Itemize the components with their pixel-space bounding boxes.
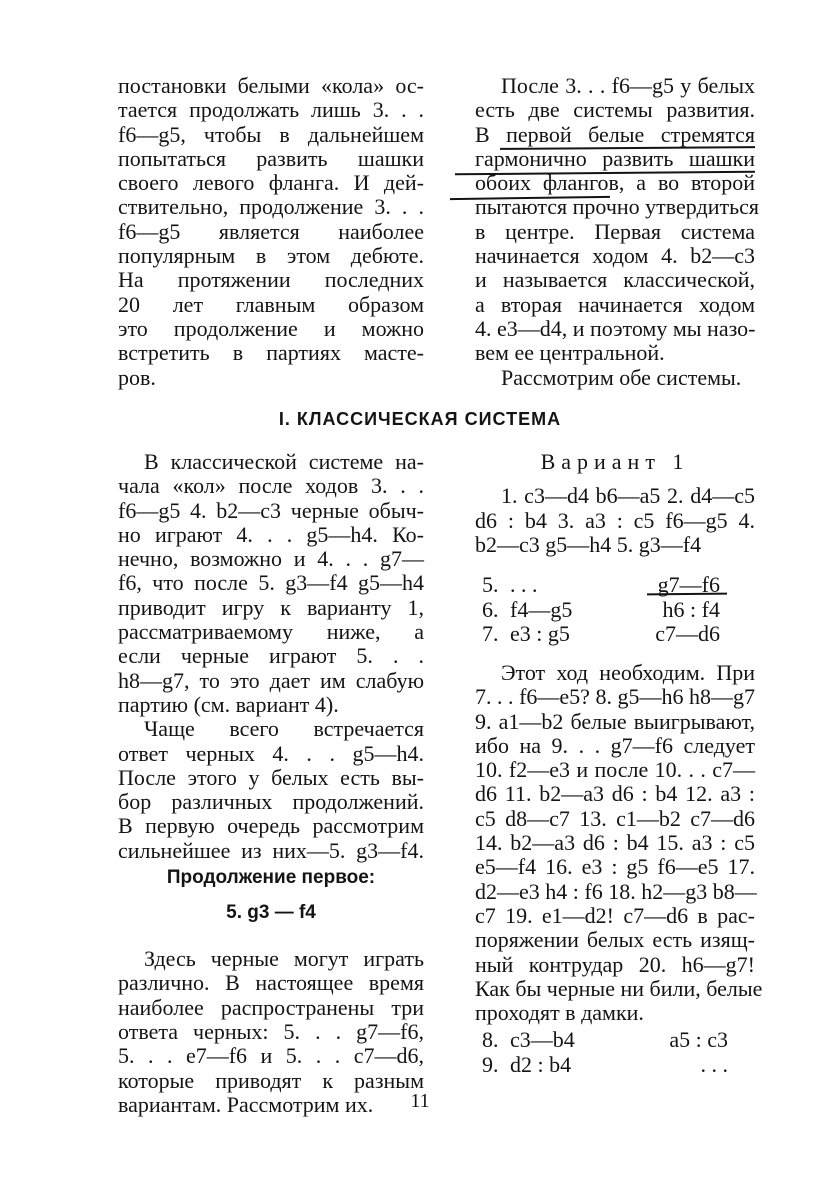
white-move: d2 : b4: [510, 1051, 572, 1077]
left-lower-column: [118, 450, 424, 1117]
left-top-paragraph: [118, 74, 424, 390]
variant-moves: [475, 484, 755, 557]
black-move: h6 : f4: [662, 596, 720, 622]
text-line: Этот ход необходим. При: [501, 660, 755, 685]
text-line: На протяжении последних: [118, 267, 424, 293]
text-line: ров.: [118, 364, 156, 390]
move-number: 6.: [482, 596, 499, 622]
text-line: f6—g5, чтобы в дальнейшем: [118, 121, 424, 147]
text-line: f6—g5 4. b2—c3 черные обыч-: [118, 497, 424, 523]
text-line: ибо на 9. . . g7—f6 следует: [475, 732, 755, 758]
text-line: В классической системе на-: [144, 449, 424, 474]
text-line: 5. . . e7—f6 и 5. . . c7—d6,: [118, 1043, 424, 1069]
text-line: нечно, возможно и 4. . . g7—: [118, 546, 424, 572]
text-line: в центре. Первая система: [475, 218, 755, 244]
text-line: После этого у белых есть вы-: [118, 764, 424, 790]
text-line: приводит игру к варианту 1,: [118, 594, 424, 620]
text-line: а вторая начинается ходом: [475, 291, 755, 317]
text-line: После 3. . . f6—g5 у белых: [501, 73, 755, 98]
text-line: встретить в партиях масте-: [118, 340, 424, 366]
text-line: 10. f2—e3 и после 10. . . c7—: [475, 757, 755, 783]
black-move: g7—f6: [657, 572, 720, 597]
text-line: f6—g5 является наиболее: [118, 218, 424, 244]
section-heading: I. КЛАССИЧЕСКАЯ СИСТЕМА: [278, 409, 562, 429]
text-line: популярным в этом дебюте.: [118, 243, 424, 269]
text-line: это продолжение и можно: [118, 315, 424, 341]
text-line: попытаться развить шашки: [118, 145, 424, 171]
spacer: [118, 933, 424, 947]
text-line: В первую очередь рассмотрим: [118, 813, 424, 839]
text-line: чала «кол» после ходов 3. . .: [118, 473, 424, 499]
text-line: ствительно, продолжение 3. . .: [118, 194, 424, 220]
text-line: есть две системы развития.: [475, 97, 755, 123]
move-row: [482, 598, 720, 623]
text-line: 7. . . f6—e5? 8. g5—h6 h8—g7: [475, 684, 755, 710]
text-line: проходят в дамки.: [475, 1000, 644, 1026]
text-line: f6, что после 5. g3—f4 g5—h4: [118, 570, 424, 596]
text-line: постановки белыми «кола» ос-: [118, 73, 424, 98]
text-line: вариантам. Рассмотрим их.: [118, 1091, 374, 1117]
text-line: наиболее распространены три: [118, 994, 424, 1020]
move-number: 9.: [482, 1051, 499, 1077]
right-paragraph-2: [475, 660, 763, 1026]
text-line: c5 d8—c7 13. c1—b2 c7—d6: [475, 805, 755, 831]
white-move: e3 : g5: [510, 621, 570, 646]
text-line: d6 11. b2—a3 d6 : b4 12. a3 :: [475, 781, 755, 807]
text-line: e5—f4 16. e3 : g5 f6—e5 17.: [475, 854, 755, 880]
text-line: и называется классической,: [475, 267, 755, 293]
subheading: Продолжение первое:: [166, 867, 376, 889]
move-number: 8.: [482, 1027, 499, 1052]
move-row: [482, 1053, 728, 1078]
text-line: Здесь черные могут играть: [144, 946, 424, 972]
white-move: f4—g5: [510, 596, 573, 622]
page-number: 11: [410, 1090, 430, 1112]
moves-table: [482, 573, 720, 647]
black-move: . . .: [700, 1051, 728, 1077]
text-line: 1. c3—d4 b6—a5 2. d4—c5: [501, 483, 755, 509]
variant-title: Вариант 1: [540, 449, 690, 474]
text-line: гармонично развить шашки: [475, 145, 755, 171]
text-line: сильнейшее из них—5. g3—f4.: [118, 837, 424, 863]
text-line: 20 лет главным образом: [118, 291, 424, 317]
text-line: В первой белые стремятся: [475, 121, 755, 147]
move-number: 7.: [482, 621, 499, 646]
white-move: . . .: [510, 572, 538, 597]
move-row: [482, 622, 720, 647]
text-line: 4. e3—d4, и поэтому мы назо-: [475, 315, 756, 341]
text-line: начинается ходом 4. b2—c3: [475, 243, 755, 269]
paragraph: [118, 450, 424, 717]
text-line: Как бы черные ни били, белые: [475, 975, 763, 1001]
right-top-paragraph: [475, 73, 760, 390]
text-line: своего левого фланга. И дей-: [118, 170, 424, 196]
move-row: [482, 1028, 728, 1053]
text-line: d2—e3 h4 : f6 18. h2—g3 b8—: [475, 878, 757, 904]
text-line: ный контрудар 20. h6—g7!: [475, 951, 755, 977]
text-line: ответ черных 4. . . g5—h4.: [118, 740, 424, 766]
text-line: поряжении белых есть изящ-: [475, 927, 755, 953]
move-number: 5.: [482, 572, 499, 597]
text-line: обоих флангов, а во второй: [475, 170, 755, 196]
text-line: Рассмотрим обе системы.: [501, 364, 742, 390]
text-line: тается продолжать лишь 3. . .: [118, 97, 424, 123]
text-line: ответа черных: 5. . . g7—f6,: [118, 1018, 424, 1044]
text-line: пытаются прочно утвердиться: [475, 194, 760, 220]
moves-table: [482, 1028, 728, 1077]
text-line: вем ее центральной.: [475, 340, 665, 366]
paragraph: [118, 717, 424, 863]
move-heading: 5. g3 — f4: [226, 902, 316, 924]
text-line: Чаще всего встречается: [144, 716, 424, 742]
text-line: различно. В настоящее время: [118, 970, 424, 996]
text-line: партию (см. вариант 4).: [118, 691, 339, 717]
text-line: d6 : b4 3. a3 : c5 f6—g5 4.: [475, 507, 755, 533]
text-line: бор различных продолжений.: [118, 789, 424, 815]
right-lower-column: [475, 450, 755, 557]
text-line: h8—g7, то это дает им слабую: [118, 667, 424, 693]
white-move: c3—b4: [510, 1027, 575, 1052]
black-move: c7—d6: [655, 621, 720, 646]
text-line: но играют 4. . . g5—h4. Ко-: [118, 521, 424, 547]
text-line: 14. b2—a3 d6 : b4 15. a3 : c5: [475, 830, 755, 856]
text-line: которые приводят к разным: [118, 1067, 424, 1093]
text-line: 9. a1—b2 белые выигрывают,: [475, 708, 755, 734]
text-line: рассматриваемому ниже, а: [118, 619, 424, 645]
text-line: c7 19. e1—d2! c7—d6 в рас-: [475, 902, 755, 928]
black-move: a5 : c3: [669, 1027, 728, 1052]
text-line: если черные играют 5. . .: [118, 643, 424, 669]
text-line: b2—c3 g5—h4 5. g3—f4: [475, 531, 702, 557]
